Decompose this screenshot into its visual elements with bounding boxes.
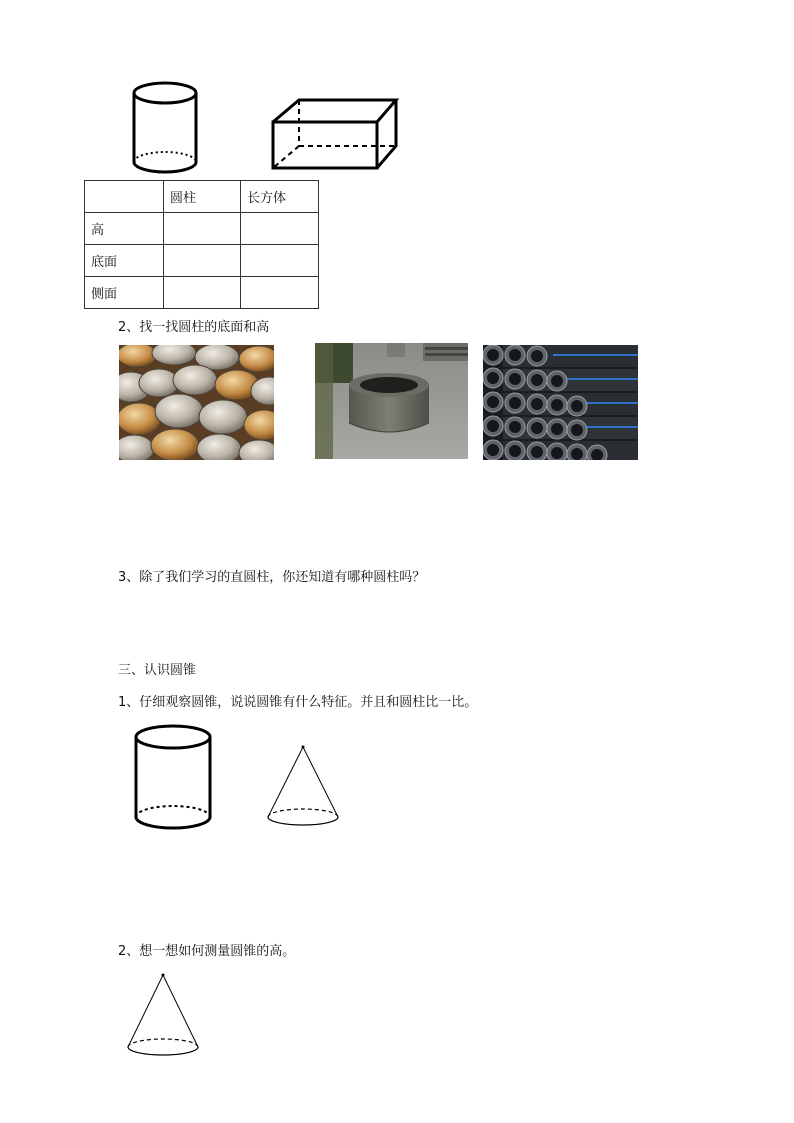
cylinder-figure-top <box>128 80 202 176</box>
answer-cell[interactable] <box>241 277 319 309</box>
comparison-table <box>84 180 319 309</box>
table-header-cell: 圆柱 <box>164 181 241 213</box>
stone-well-photo <box>315 343 468 459</box>
table-row <box>85 277 319 309</box>
question-3-label: 3、除了我们学习的直圆柱，你还知道有哪种圆柱吗？ <box>118 570 426 585</box>
row-label: 高 <box>85 213 164 245</box>
cuboid-figure <box>268 96 402 172</box>
table-row <box>85 213 319 245</box>
cone-figure <box>264 742 342 830</box>
answer-cell[interactable] <box>164 213 241 245</box>
cylinder-figure <box>130 720 216 834</box>
question-2-label: 2、找一找圆柱的底面和高 <box>118 320 270 335</box>
cone-figure <box>124 970 202 1060</box>
coins-photo <box>119 345 274 460</box>
answer-cell[interactable] <box>164 277 241 309</box>
table-header-cell <box>85 181 164 213</box>
row-label: 底面 <box>85 245 164 277</box>
answer-cell[interactable] <box>241 245 319 277</box>
section-title: 三、认识圆锥 <box>118 663 197 678</box>
table-row <box>85 245 319 277</box>
question-3-1-label: 1、仔细观察圆锥，说说圆锥有什么特征。并且和圆柱比一比。 <box>118 695 478 710</box>
table-header-row <box>85 181 319 213</box>
answer-cell[interactable] <box>164 245 241 277</box>
table-header-cell: 长方体 <box>241 181 319 213</box>
question-3-2-label: 2、想一想如何测量圆锥的高。 <box>118 944 296 959</box>
pipes-photo <box>483 345 638 460</box>
answer-cell[interactable] <box>241 213 319 245</box>
row-label: 侧面 <box>85 277 164 309</box>
